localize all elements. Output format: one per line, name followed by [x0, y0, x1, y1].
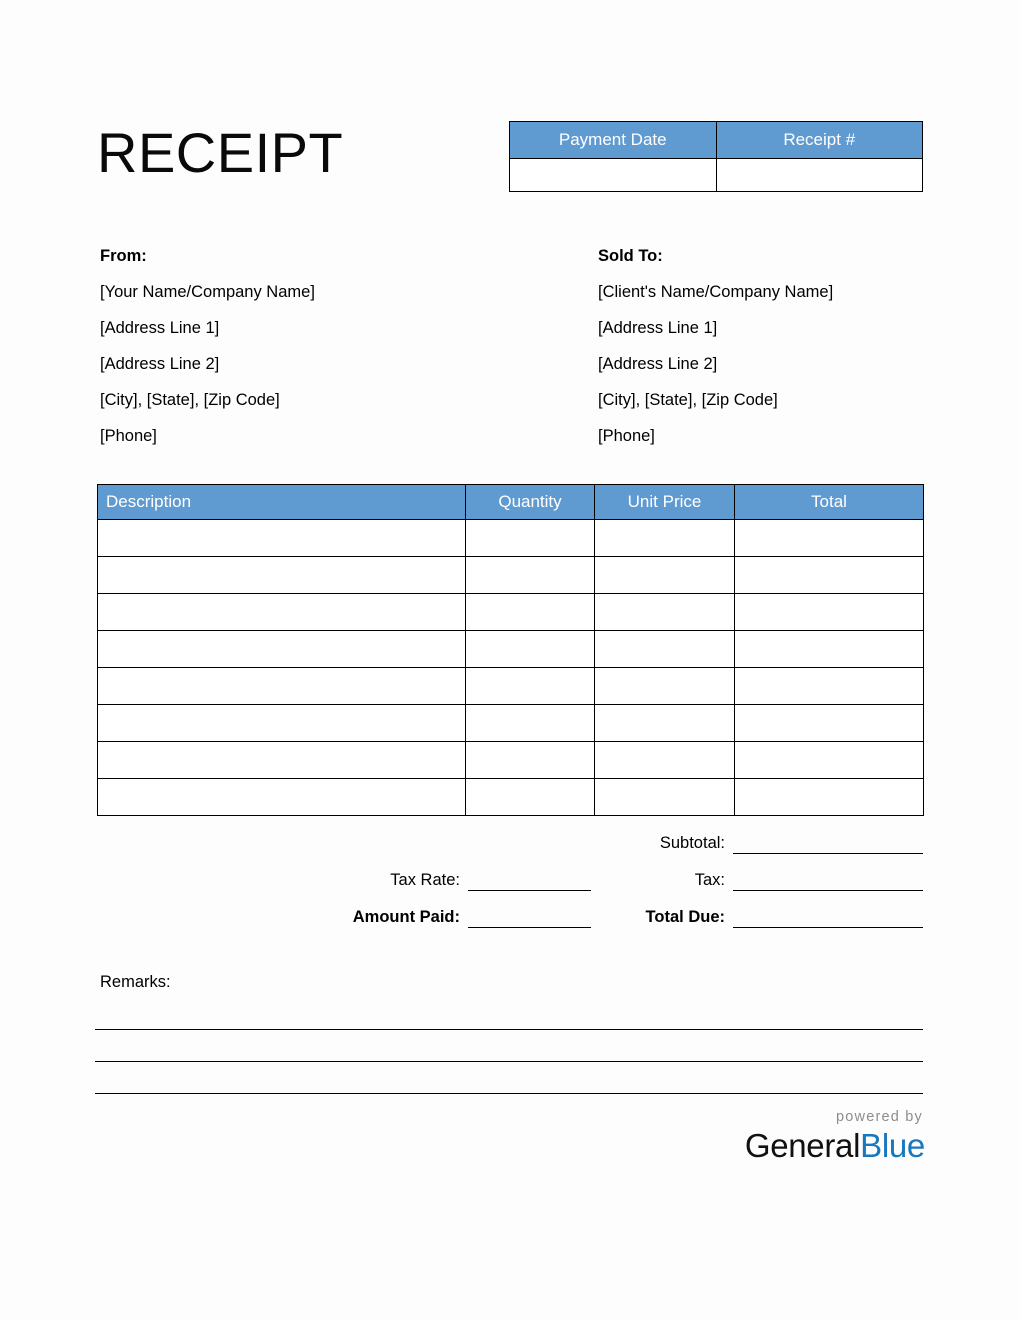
cell-quantity[interactable] — [466, 594, 595, 631]
cell-unit-price[interactable] — [595, 668, 735, 705]
cell-description[interactable] — [98, 742, 466, 779]
payment-date-field[interactable] — [510, 159, 717, 192]
total-due-row — [600, 902, 923, 932]
from-phone: [Phone] — [100, 427, 157, 445]
line-items-table — [97, 484, 924, 816]
receipt-meta-table — [509, 121, 923, 192]
cell-quantity[interactable] — [466, 779, 595, 816]
meta-header-payment-date: Payment Date — [510, 122, 717, 159]
column-header-total: Total — [735, 485, 924, 520]
cell-total[interactable] — [735, 668, 924, 705]
brand-word-blue: Blue — [860, 1126, 925, 1164]
subtotal-row — [600, 828, 923, 858]
receipt-number-field[interactable] — [716, 159, 923, 192]
cell-unit-price[interactable] — [595, 594, 735, 631]
cell-quantity[interactable] — [466, 742, 595, 779]
table-row — [98, 631, 924, 668]
cell-unit-price[interactable] — [595, 779, 735, 816]
amount-paid-row — [300, 902, 591, 932]
cell-unit-price[interactable] — [595, 742, 735, 779]
table-row — [98, 520, 924, 557]
cell-description[interactable] — [98, 557, 466, 594]
tax-field[interactable] — [733, 869, 923, 891]
subtotal-field[interactable] — [733, 832, 923, 854]
subtotal-label: Subtotal: — [659, 833, 725, 852]
cell-description[interactable] — [98, 594, 466, 631]
remarks-line-1[interactable] — [95, 1029, 923, 1030]
cell-unit-price[interactable] — [595, 520, 735, 557]
cell-quantity[interactable] — [466, 520, 595, 557]
column-header-description: Description — [98, 485, 466, 520]
table-row — [98, 742, 924, 779]
cell-total[interactable] — [735, 520, 924, 557]
cell-total[interactable] — [735, 779, 924, 816]
cell-total[interactable] — [735, 705, 924, 742]
page-title: RECEIPT — [97, 121, 344, 184]
from-label: From: — [100, 247, 147, 265]
cell-quantity[interactable] — [466, 557, 595, 594]
sold-to-name-line: [Client's Name/Company Name] — [598, 283, 834, 301]
meta-header-row — [510, 122, 923, 159]
sold-to-address-line-2: [Address Line 2] — [598, 355, 718, 373]
from-address-line-1: [Address Line 1] — [100, 319, 220, 337]
from-city-state-zip: [City], [State], [Zip Code] — [100, 391, 280, 409]
amount-paid-label: Amount Paid: — [352, 907, 460, 926]
table-row — [98, 594, 924, 631]
remarks-label: Remarks: — [100, 973, 171, 991]
from-name-line: [Your Name/Company Name] — [100, 283, 315, 301]
totals-section — [0, 828, 1020, 936]
powered-by-label: powered by — [836, 1109, 923, 1125]
amount-paid-field[interactable] — [468, 906, 591, 928]
tax-row — [600, 865, 923, 895]
total-due-label: Total Due: — [645, 907, 725, 926]
generalblue-logo — [745, 1110, 925, 1162]
table-row — [98, 668, 924, 705]
cell-total[interactable] — [735, 594, 924, 631]
cell-description[interactable] — [98, 668, 466, 705]
cell-description[interactable] — [98, 631, 466, 668]
cell-description[interactable] — [98, 705, 466, 742]
meta-value-row — [510, 159, 923, 192]
cell-unit-price[interactable] — [595, 705, 735, 742]
cell-quantity[interactable] — [466, 705, 595, 742]
line-items-header-row — [98, 485, 924, 520]
cell-description[interactable] — [98, 520, 466, 557]
brand-word-general: General — [744, 1126, 861, 1164]
cell-quantity[interactable] — [466, 668, 595, 705]
cell-unit-price[interactable] — [595, 557, 735, 594]
column-header-quantity: Quantity — [466, 485, 595, 520]
tax-rate-field[interactable] — [468, 869, 591, 891]
sold-to-block — [598, 238, 833, 454]
cell-total[interactable] — [735, 742, 924, 779]
cell-unit-price[interactable] — [595, 631, 735, 668]
cell-total[interactable] — [735, 631, 924, 668]
cell-description[interactable] — [98, 779, 466, 816]
sold-to-address-line-1: [Address Line 1] — [598, 319, 718, 337]
tax-rate-row — [300, 865, 591, 895]
sold-to-phone: [Phone] — [598, 427, 655, 445]
remarks-line-3[interactable] — [95, 1093, 923, 1094]
remarks-line-2[interactable] — [95, 1061, 923, 1062]
table-row — [98, 557, 924, 594]
from-block — [100, 238, 315, 454]
total-due-field[interactable] — [733, 906, 923, 928]
sold-to-label: Sold To: — [598, 247, 663, 265]
table-row — [98, 779, 924, 816]
table-row — [98, 705, 924, 742]
meta-header-receipt-number: Receipt # — [716, 122, 923, 159]
tax-rate-label: Tax Rate: — [390, 870, 460, 889]
from-address-line-2: [Address Line 2] — [100, 355, 220, 373]
brand-wordmark — [744, 1126, 925, 1164]
sold-to-city-state-zip: [City], [State], [Zip Code] — [598, 391, 778, 409]
cell-total[interactable] — [735, 557, 924, 594]
line-items-body — [98, 520, 924, 816]
cell-quantity[interactable] — [466, 631, 595, 668]
column-header-unit-price: Unit Price — [595, 485, 735, 520]
tax-label: Tax: — [694, 870, 725, 889]
